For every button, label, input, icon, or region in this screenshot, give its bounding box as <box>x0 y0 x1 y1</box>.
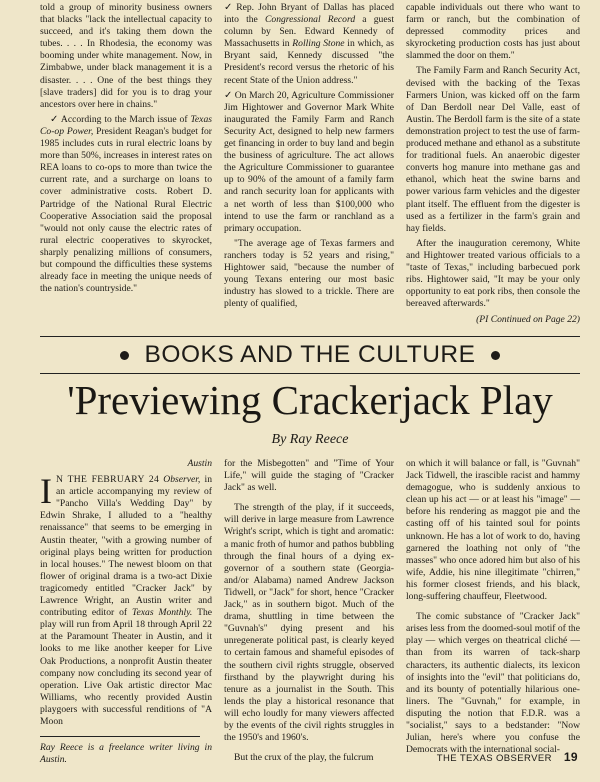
bullet-icon <box>120 351 129 360</box>
paragraph: "The average age of Texas farmers and ranchers today is 52 years and rising," Hightower said, "because the number of young Texans entering our most basic industry has slowed to a trickle. There are plenty of qualified, <box>224 237 394 310</box>
bullet-icon <box>491 351 500 360</box>
dateline: Austin <box>187 458 212 469</box>
top-column-1 <box>40 2 212 332</box>
checkmark-icon: ✓ <box>224 89 233 101</box>
section-rule-top <box>40 336 580 337</box>
section-header <box>40 338 580 372</box>
paragraph: The strength of the play, if it succeeds, will derive in large measure from Lawrence Wright's script, which is tight and aromatic: a manic froth of humor and pathos bubbling through the final hours of a dying ex-governor of a southern state (Georgia-and/or Alabama) named Andrew Jackson Tidwell, or "Jack" for short, hence "Cracker Jack," as in southern bigot. Much of the drama, shuttling in time between the "Guvnah's" dying present and his unregenerate political past, is clearly keyed to certain famous and shameful episodes of the southern civil rights struggle, observed firsthand by the playwright during his tenure as a journalist in the South. This lends the play a historical resonance that will echo loudly for many viewers affected by the events of the civil rights struggles in the 1950's and 1960's. <box>224 502 394 744</box>
paragraph: But the crux of the play, the fulcrum <box>234 752 374 764</box>
checkmark-icon: ✓ <box>50 113 59 125</box>
paragraph: told a group of minority business owners that blacks "lack the intellectual capacity to succeed, and it's taking them down the tubes. . . . In Rhodesia, the economy was booming under white management. Now, in Zimbabwe, under black management it is a disaster. . . . One of the best things they [slave traders] did for you is to drag your ancestors over here in chains." <box>40 2 212 110</box>
section-title: BOOKS AND THE CULTURE <box>144 341 476 368</box>
article-headline: 'Previewing Crackerjack Play <box>67 377 553 423</box>
article-byline: By Ray Reece <box>271 432 349 447</box>
paragraph: After the inauguration ceremony, White and Hightower treated various officials to a "taste of Texas," including barbecued pork ribs. Hightower said, "It may be your only opportunity to eat pork ribs, then console the bereaved afterwards." <box>406 237 580 310</box>
continued-note: (PI Continued on Page 22) <box>476 314 580 326</box>
paragraph: The Family Farm and Ranch Security Act, devised with the backing of the Texas Farmers Union, was kicked off on the farm of Dan Berdoll near Del Valle, east of Austin. The Berdoll farm is the site of a state demonstration project to test the use of farm-produced methane and ethanol as a substitute for traditional fuels. An anaerobic digester converts hog manure into methane gas and ethanol, which heat the swine barns and power various farm vehicles and the digester plant itself. The effluent from the digester is used as a fertilizer in the farm's grain and hay fields. <box>406 65 580 234</box>
drop-cap: I <box>40 471 52 512</box>
paragraph: The comic substance of "Cracker Jack" arises less from the doomed-soul motif of the play — which verges on theatrical cliché — than from its warren of tack-sharp characters, its authentic dialects, its lexicon of insights into the "evil" that politicians do, and its bounty of potentially hilarious one-liners. The "Guvnah," for example, in disputing the notion that F.D.R. was a "socialist," says to a bedstander: "Now Julian, here's where you confuse the Democrats with the international social- <box>406 611 580 756</box>
lead-paragraph: I N THE FEBRUARY 24 Observer, in an article accompanying my review of "Pancho Villa's Wedding Day" by Edwin Shrake, I alluded to a "healthy renaissance" that seems to be emerging in Austin theater, "with a growing number of original plays being written for production in local houses." The newest bloom on that flower of original drama is a two-act Dixie tragicomedy entitled "Cracker Jack" by Lawrence Wright, an Austin writer and contributing editor of Texas Monthly. The play will run from April 18 through April 22 at the Paramount Theater in Austin, and it looks to me like another keeper for Live Oak Productions, a nonprofit Austin theater company now concluding its second year of operation. Live Oak artistic director Mac Williams, who recently provided Austin playgoers with successful renditions of "A Moon <box>40 471 212 727</box>
paragraph: on which it will balance or fall, is "Guvnah" Jack Tidwell, the irascible racist and hammy demagogue, who is suddenly anxious to clean up his act — or at least his "image" — before his rendering as maggot pie and the casting off of his tainted soul for points unknown. He has a lot of work to do, having garnered the loathing not only of "the masses" who once adored him but also of his wife, Addie, his nine illegitimate "chirren," his former closest friends, and his black, long-suffering chauffeur, Fleetwood. <box>406 458 580 603</box>
checkmark-icon: ✓ <box>224 2 235 13</box>
author-note: Ray Reece is a freelance writer living in Austin. <box>40 742 212 766</box>
publication-name: THE TEXAS OBSERVER <box>436 753 552 764</box>
footnote-rule <box>40 736 200 737</box>
page-footer <box>437 750 578 764</box>
page-number: 19 <box>563 750 578 764</box>
paragraph: capable individuals out there who want to farm or ranch, but the combination of depressed commodity prices and skyrocketing production costs has just about slammed the door on them." <box>406 2 580 62</box>
top-column-3 <box>406 2 580 332</box>
paragraph: for the Misbegotten" and "Time of Your Life," will guide the staging of "Cracker Jack" as well. <box>224 458 394 494</box>
paragraph: ✓ Rep. John Bryant of Dallas has placed into the Congressional Record a guest column by Sen. Edward Kennedy of Massachusetts in Rolling Stone in which, as Bryant said, Kennedy discussed "the President's record versus the rhetoric of his recent State of the Union address." <box>224 2 394 86</box>
top-column-2 <box>224 2 394 332</box>
article-column-1 <box>40 458 212 766</box>
paragraph: ✓ According to the March issue of Texas Co-op Power, President Reagan's budget for 1985 includes cuts in rural electric loans by more than 50%, increases in interest rates on REA loans to co-ops to more than twice the current rate, and a surcharge on loans to cover administrative costs. Robert D. Partridge of the National Rural Electric Cooperative Association said the proposal "would not only cause the electric rates of rural electric cooperatives to skyrocket, sharply penalizing millions of consumers, but compound the difficulties these systems already face in meeting the unique needs of the nation's countryside." <box>40 113 213 295</box>
paragraph: ✓ On March 20, Agriculture Commissioner Jim Hightower and Governor Mark White inaugurated the Family Farm and Ranch Security Act, designed to help new farmers get financing in order to buy land and begin the business of agriculture. The act allows the Agriculture Commissioner to guarantee up to 90% of the amount of a family farm and ranch security loan for applicants with a net worth of less than $100,000 who intend to use the farm or ranchland as a primary occupation. <box>224 89 394 234</box>
article-column-3 <box>406 458 580 756</box>
article-column-2 <box>224 458 394 764</box>
